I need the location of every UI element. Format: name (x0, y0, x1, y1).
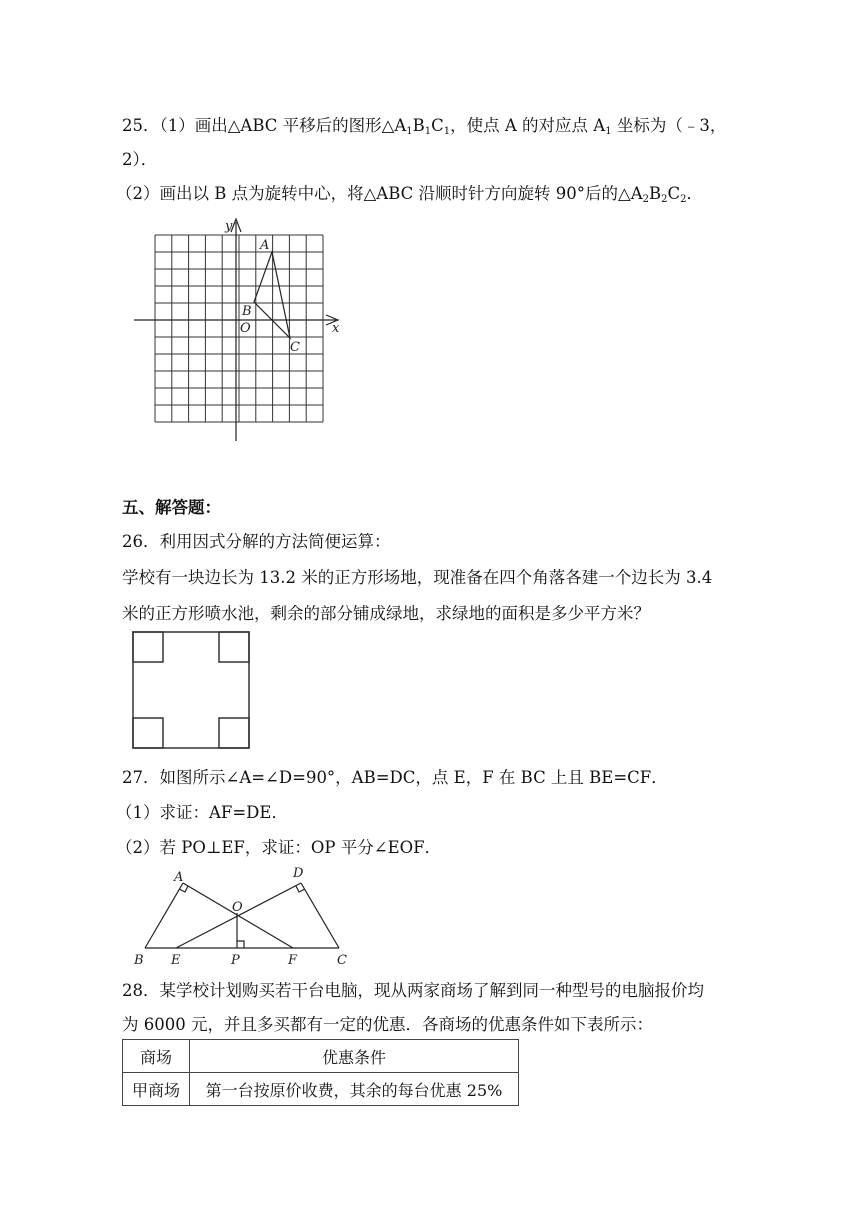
cell-condition: 第一台按原价收费，其余的每台优惠 25% (190, 1073, 519, 1106)
q25-line2: 2）． (122, 150, 158, 169)
q28-line1: 28．某学校计划购买若干台电脑，现从两家商场了解到同一种型号的电脑报价均 (122, 981, 704, 1000)
header-condition: 优惠条件 (190, 1040, 519, 1073)
q27-line3: （2）若 PO⊥EF，求证：OP 平分∠EOF． (116, 838, 442, 857)
table-header-row (123, 1040, 519, 1073)
q26-line1: 26．利用因式分解的方法简便运算： (122, 532, 391, 551)
discount-table (122, 1039, 519, 1106)
q27-line1: 27．如图所示∠A=∠D=90°，AB=DC，点 E，F 在 BC 上且 BE=CF． (122, 768, 668, 787)
cell-store: 甲商场 (123, 1073, 190, 1106)
label-b: B (134, 953, 144, 968)
label-e: E (171, 953, 181, 968)
label-o: O (232, 900, 243, 915)
q27-line2: （1）求证：AF=DE． (116, 803, 288, 822)
segment-de (176, 883, 301, 948)
q26-line2: 学校有一块边长为 13.2 米的正方形场地，现准备在四个角落各建一个边长为 3.4 (122, 568, 713, 587)
header-store: 商场 (123, 1040, 190, 1073)
label-f: F (288, 953, 298, 968)
label-c: C (290, 340, 300, 355)
q26-line3: 米的正方形喷水池，剩余的部分铺成绿地，求绿地的面积是多少平方米？ (122, 604, 650, 623)
label-x: x (332, 321, 340, 336)
q28-line2: 为 6000 元，并且多买都有一定的优惠．各商场的优惠条件如下表所示： (122, 1015, 653, 1034)
q25-line1: 25．（1）画出△ABC 平移后的图形$\triangle A_1B_1C_1$，使点 A 的对应点 $A_1$ 坐标为（﹣3， (122, 116, 727, 137)
label-p: P (231, 953, 240, 968)
label-b: B (242, 304, 252, 319)
label-a: A (174, 870, 184, 885)
right-angle-p (237, 941, 244, 948)
label-o: O (240, 321, 251, 336)
label-y: y (225, 219, 233, 234)
table-row (123, 1073, 519, 1106)
segment-ab (145, 883, 183, 948)
segment-dc (301, 883, 339, 948)
label-a: A (260, 238, 270, 253)
label-c: C (337, 953, 347, 968)
q25-part2: （2）画出以 B 点为旋转中心，将△ABC 沿顺时针方向旋转 90°后的$\triangle A_2B_2C_2$． (116, 184, 704, 205)
label-d: D (293, 866, 304, 881)
section-title: 五、解答题： (122, 498, 221, 517)
